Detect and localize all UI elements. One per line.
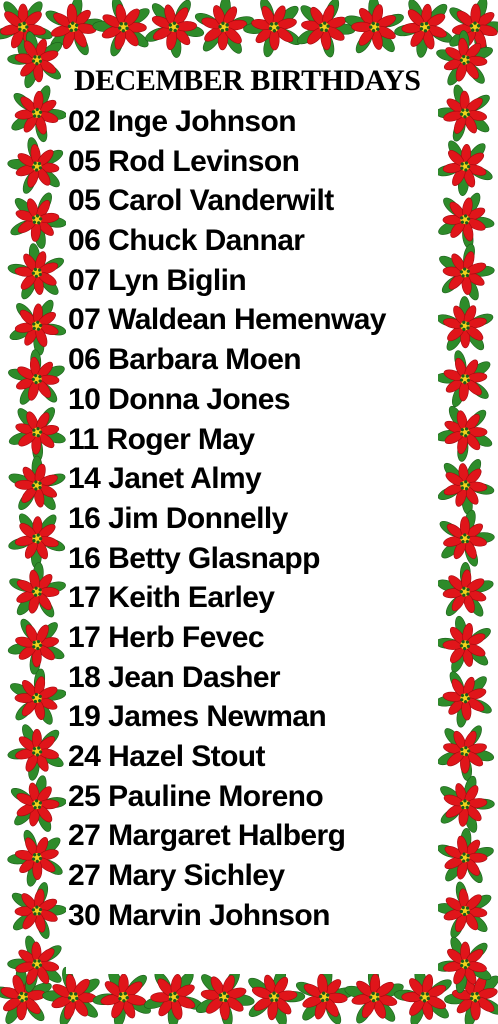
poinsettia-icon: [5, 134, 67, 199]
birthday-name: Betty Glasnapp: [108, 541, 320, 575]
birthday-row: [68, 856, 436, 896]
birthday-row: [68, 380, 436, 420]
birthday-day: 06: [68, 224, 101, 258]
poinsettia-icon: [4, 239, 70, 303]
birthday-name: Lyn Biglin: [108, 263, 247, 297]
poinsettia-icon: [92, 0, 153, 59]
birthday-day: 16: [68, 541, 101, 575]
poinsettia-icon: [432, 878, 495, 944]
birthday-day: 07: [68, 263, 101, 297]
birthday-day: 14: [68, 462, 101, 496]
birthday-day: 27: [68, 819, 101, 853]
birthday-name: Janet Almy: [108, 462, 262, 496]
birthday-name: Barbara Moen: [108, 343, 302, 377]
birthday-row: [68, 261, 436, 301]
birthday-day: 05: [68, 184, 101, 218]
birthday-row: [68, 896, 436, 936]
birthday-row: [68, 102, 436, 142]
birthday-row: [68, 221, 436, 261]
birthday-name: Chuck Dannar: [108, 224, 305, 258]
birthday-day: 19: [68, 700, 101, 734]
birthday-name: Marvin Johnson: [108, 898, 330, 932]
poinsettia-icon: [428, 554, 498, 628]
birthday-name: Herb Fevec: [108, 620, 264, 654]
birthday-day: 30: [68, 898, 101, 932]
poinsettia-icon: [3, 770, 73, 837]
poinsettia-icon: [432, 716, 498, 786]
birthday-day: 11: [68, 422, 99, 456]
poinsettia-icon: [293, 0, 358, 61]
birthday-row: [68, 142, 436, 182]
birthday-name: James Newman: [108, 700, 327, 734]
birthday-row: [68, 181, 436, 221]
birthday-day: 17: [68, 581, 101, 615]
birthday-name: Hazel Stout: [108, 740, 265, 773]
poinsettia-icon: [2, 610, 69, 680]
poinsettia-icon: [430, 610, 498, 678]
birthday-list: [68, 102, 436, 935]
birthday-row: [68, 420, 436, 460]
birthday-name: Roger May: [106, 422, 255, 456]
birthday-name: Waldean Hemenway: [108, 303, 386, 337]
birthday-name: Inge Johnson: [108, 105, 296, 138]
birthday-name: Mary Sichley: [108, 859, 285, 893]
birthday-day: 10: [68, 382, 101, 416]
birthday-day: 17: [68, 620, 101, 654]
birthday-row: [68, 340, 436, 380]
birthday-row: [68, 459, 436, 499]
poinsettia-icon: [9, 880, 67, 941]
birthday-row: [68, 499, 436, 539]
birthday-day: 05: [68, 144, 101, 178]
birthday-name: Keith Earley: [108, 581, 275, 615]
page-title: DECEMBER BIRTHDAYS: [74, 64, 421, 97]
birthday-row: [68, 816, 436, 856]
birthday-day: 25: [68, 779, 101, 813]
poinsettia-icon: [0, 712, 75, 788]
birthday-day: 07: [68, 303, 101, 337]
birthday-row: [68, 578, 436, 618]
poinsettia-icon: [0, 74, 75, 154]
birthday-row: [68, 737, 436, 777]
poinsettia-icon: [433, 137, 497, 198]
poinsettia-icon: [435, 296, 495, 353]
birthday-row: [68, 300, 436, 340]
birthday-name: Donna Jones: [108, 382, 290, 416]
birthday-day: 27: [68, 859, 101, 893]
birthday-name: Pauline Moreno: [108, 779, 324, 813]
birthday-day: 16: [68, 501, 101, 535]
birthday-day: 18: [68, 660, 101, 694]
birthday-row: [68, 777, 436, 817]
birthday-name: Rod Levinson: [108, 144, 300, 178]
birthday-row: [68, 539, 436, 579]
flyer-content: [66, 58, 438, 974]
birthday-row: [68, 658, 436, 698]
poinsettia-icon: [428, 394, 498, 471]
poinsettia-icon: [432, 455, 498, 518]
poinsettia-icon: [1, 341, 75, 417]
birthday-day: 02: [68, 105, 101, 138]
birthday-row: [68, 697, 436, 737]
birthday-name: Carol Vanderwilt: [108, 184, 334, 218]
birthday-row: [68, 618, 436, 658]
birthday-name: Jim Donnelly: [108, 501, 288, 535]
birthday-name: Margaret Halberg: [108, 819, 346, 853]
birthday-name: Jean Dasher: [108, 660, 281, 694]
poinsettia-icon: [6, 511, 67, 569]
birthday-day: 06: [68, 343, 101, 377]
birthday-day: 24: [68, 740, 101, 773]
